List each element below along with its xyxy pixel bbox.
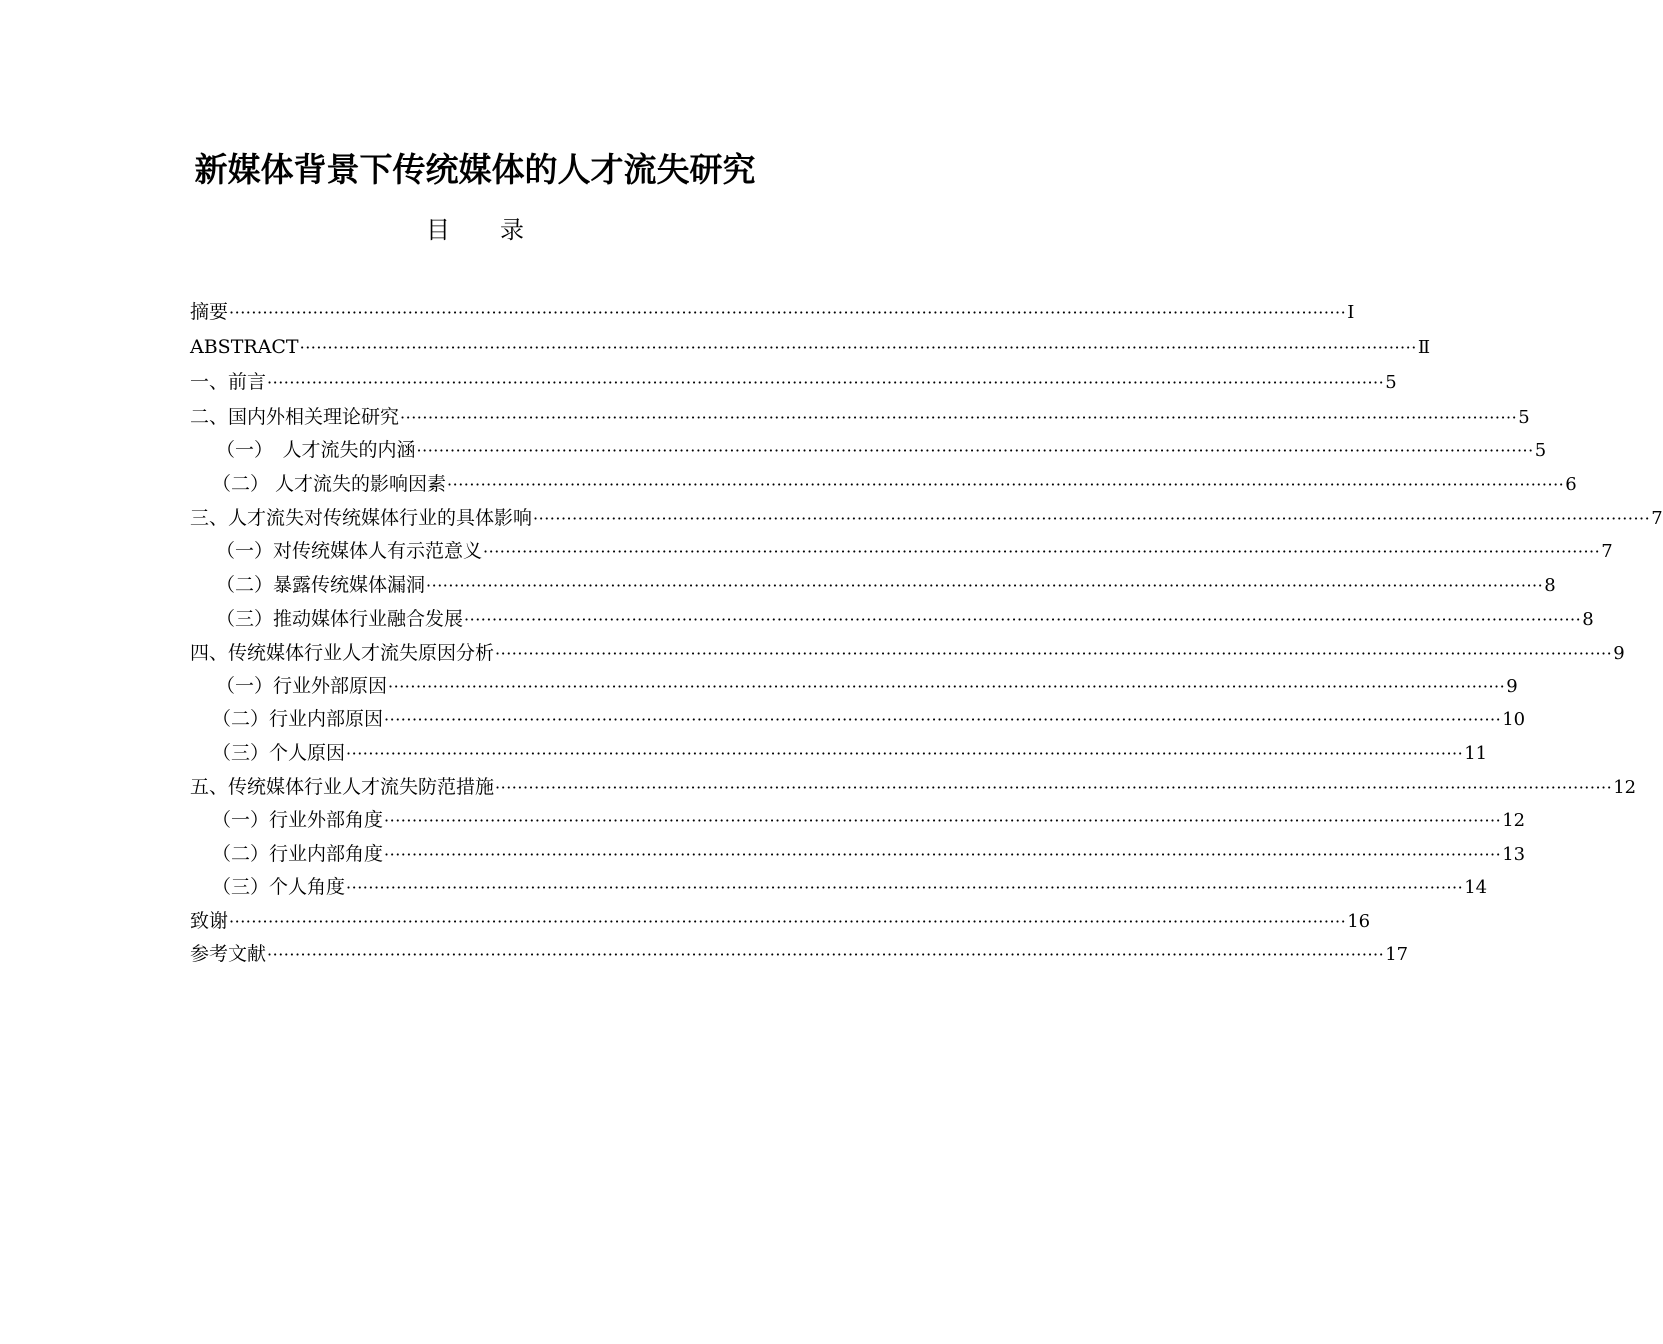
toc-entry-section-3-3[interactable] [216, 607, 1594, 632]
toc-entry-section-2-1[interactable] [216, 438, 1547, 463]
toc-leader: ········································································································································································································ [483, 542, 1601, 561]
toc-entry-label: （二）暴露传统媒体漏洞 [216, 574, 426, 596]
toc-entry-section-3[interactable] [190, 506, 1663, 531]
toc-leader: ········································································································································································································ [384, 845, 1502, 864]
toc-entry-page: 8 [1544, 575, 1556, 596]
toc-entry-label: （一）行业外部角度 [212, 809, 384, 831]
toc-entry-abstract-cn[interactable] [190, 300, 1355, 325]
toc-entry-section-4-1[interactable] [216, 674, 1518, 699]
toc-leader: ········································································································································································································ [384, 710, 1502, 729]
toc-leader: ········································································································································································································ [416, 441, 1534, 460]
toc-leader: ········································································································································································································ [447, 475, 1565, 494]
toc-entry-label: 四、传统媒体行业人才流失原因分析 [190, 642, 495, 664]
toc-leader: ········································································································································································································ [495, 778, 1613, 797]
toc-entry-label: （三）个人角度 [212, 876, 346, 898]
toc-entry-label: （一）行业外部原因 [216, 675, 388, 697]
toc-entry-page: 8 [1582, 609, 1594, 630]
toc-entry-section-2-2[interactable] [212, 472, 1577, 497]
toc-leader: ········································································································································································································ [346, 878, 1464, 897]
toc-leader: ········································································································································································································ [426, 576, 1544, 595]
toc-entry-acknowledgements[interactable] [190, 909, 1371, 934]
toc-entry-label: 五、传统媒体行业人才流失防范措施 [190, 776, 495, 798]
toc-entry-page: 14 [1464, 877, 1488, 898]
toc-entry-page: 9 [1613, 643, 1625, 664]
toc-entry-page: 12 [1613, 777, 1637, 798]
toc-entry-page: 13 [1502, 844, 1526, 865]
toc-leader: ········································································································································································································ [464, 610, 1582, 629]
toc-entry-section-2[interactable] [190, 405, 1530, 430]
toc-entry-section-4[interactable] [190, 641, 1625, 666]
toc-entry-section-3-1[interactable] [216, 539, 1613, 564]
toc-leader: ········································································································································································································ [267, 373, 1385, 392]
toc-entry-page: 9 [1506, 676, 1518, 697]
toc-leader: ········································································································································································································ [400, 408, 1518, 427]
document-title: 新媒体背景下传统媒体的人才流失研究 [194, 150, 756, 189]
toc-entry-page: 17 [1385, 944, 1409, 965]
toc-entry-label: （三）推动媒体行业融合发展 [216, 608, 464, 630]
toc-entry-page: 10 [1502, 709, 1526, 730]
toc-leader: ········································································································································································································ [229, 912, 1347, 931]
toc-entry-references[interactable] [190, 942, 1409, 967]
toc-leader: ········································································································································································································ [384, 811, 1502, 830]
toc-entry-page: 5 [1385, 372, 1397, 393]
toc-leader: ········································································································································································································ [346, 744, 1464, 763]
toc-heading-right: 录 [500, 216, 524, 244]
toc-entry-label: 致谢 [190, 910, 229, 932]
toc-entry-label: 一、前言 [190, 371, 267, 393]
toc-entry-page: 11 [1464, 743, 1488, 764]
toc-entry-section-5-3[interactable] [212, 875, 1488, 900]
toc-leader: ········································································································································································································ [533, 509, 1651, 528]
toc-leader: ········································································································································································································ [299, 338, 1417, 357]
toc-entry-page: 16 [1347, 911, 1371, 932]
toc-entry-label: 三、人才流失对传统媒体行业的具体影响 [190, 507, 533, 529]
toc-entry-page: 12 [1502, 810, 1526, 831]
toc-entry-section-4-3[interactable] [212, 741, 1488, 766]
toc-leader: ········································································································································································································ [495, 644, 1613, 663]
toc-entry-page: 7 [1651, 508, 1663, 529]
toc-entry-label: （一）对传统媒体人有示范意义 [216, 540, 483, 562]
toc-entry-label: （二）行业内部角度 [212, 843, 384, 865]
toc-entry-page: 5 [1518, 407, 1530, 428]
toc-entry-label: （二）行业内部原因 [212, 708, 384, 730]
toc-entry-page: Ⅰ [1347, 302, 1355, 323]
toc-entry-label: （一） 人才流失的内涵 [216, 439, 416, 461]
toc-entry-section-5-1[interactable] [212, 808, 1526, 833]
toc-entry-label: 摘要 [190, 301, 229, 323]
toc-entry-page: 5 [1534, 440, 1547, 461]
toc-entry-abstract-en[interactable] [190, 335, 1431, 360]
toc-entry-label: （三）个人原因 [212, 742, 346, 764]
toc-entry-section-3-2[interactable] [216, 573, 1556, 598]
toc-entry-label: 参考文献 [190, 943, 267, 965]
toc-entry-section-4-2[interactable] [212, 707, 1526, 732]
toc-entry-label: ABSTRACT [190, 336, 299, 358]
toc-entry-section-5-2[interactable] [212, 842, 1526, 867]
toc-entry-page: 7 [1601, 541, 1613, 562]
toc-entry-label: 二、国内外相关理论研究 [190, 406, 400, 428]
toc-entry-label: （二） 人才流失的影响因素 [212, 473, 447, 495]
toc-heading [0, 210, 950, 245]
toc-entry-section-1[interactable] [190, 370, 1397, 395]
toc-leader: ········································································································································································································ [229, 303, 1347, 322]
toc-heading-left: 目 [426, 216, 450, 244]
toc-leader: ········································································································································································································ [267, 945, 1385, 964]
toc-entry-page: Ⅱ [1417, 337, 1431, 358]
toc-entry-section-5[interactable] [190, 775, 1637, 800]
toc-entry-page: 6 [1565, 474, 1577, 495]
toc-leader: ········································································································································································································ [388, 677, 1506, 696]
